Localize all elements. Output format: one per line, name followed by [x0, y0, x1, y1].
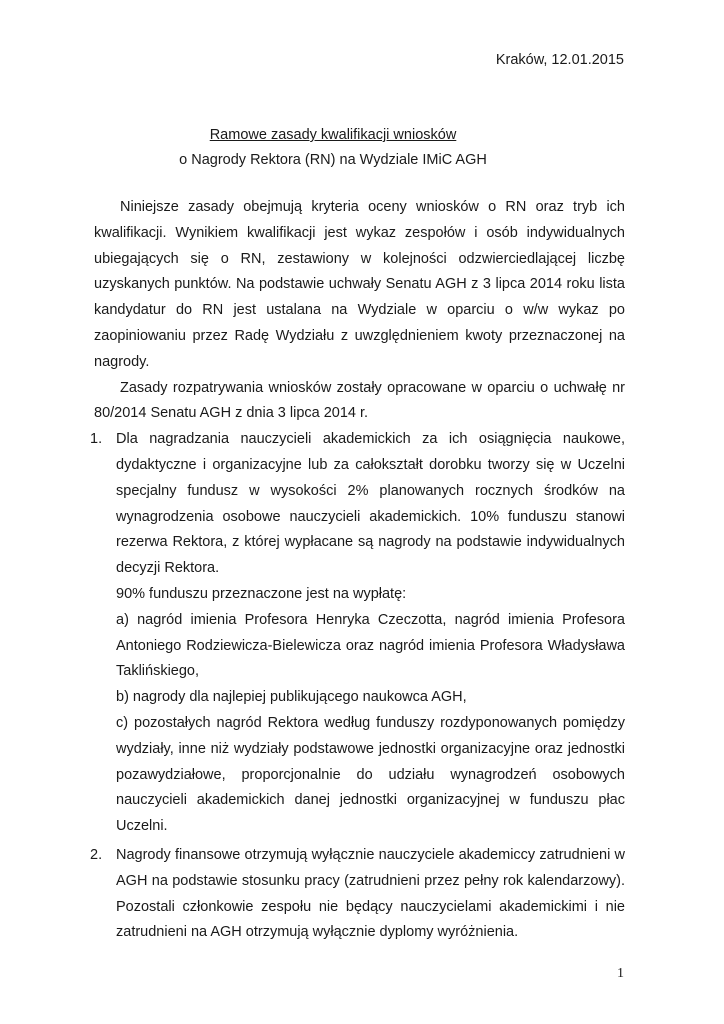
list-sub-item-b: b) nagrody dla najlepiej publikującego naukowca AGH, [116, 689, 467, 706]
list-sub-item-a: a) nagród imienia Profesora Henryka Czeczotta, nagród imienia Profesora Antoniego Rodziewicza-Bielewicza oraz nagród imienia Profesora Władysława Taklińskiego, [116, 611, 625, 680]
list-item-number: 1. [90, 431, 103, 448]
document-body [90, 195, 625, 946]
page-number: 1 [617, 966, 624, 981]
document-title: Ramowe zasady kwalifikacji wniosków [209, 127, 457, 143]
list-item-content [116, 427, 625, 840]
list-item-text: Dla nagradzania nauczycieli akademickich za ich osiągnięcia naukowe, dydaktyczne i organizacyjne lub za całokształt dorobku tworzy się w Uczelni specjalny fundusz w wysokości 2% planowanych rocznych środków na wynagrodzenia osobowe nauczycieli akademickich. 10% funduszu stanowi rezerwa Rektora, z której wypłacane są nagrody na podstawie indywidualnych decyzji Rektora. [116, 431, 625, 577]
basis-paragraph: Zasady rozpatrywania wniosków zostały opracowane w oparciu o uchwałę nr 80/2014 Senatu AGH z dnia 3 lipca 2014 r. [94, 379, 625, 422]
list-item [90, 427, 625, 840]
document-subtitle: o Nagrody Rektora (RN) na Wydziale IMiC AGH [179, 152, 487, 168]
list-item [90, 843, 625, 946]
intro-paragraph: Niniejsze zasady obejmują kryteria oceny wniosków o RN oraz tryb ich kwalifikacji. Wynikiem kwalifikacji jest wykaz zespołów i osób indywidualnych ubiegających się o RN, zestawiony w kolejności odzwierciedlającej liczbę uzyskanych punktów. Na podstawie uchwały Senatu AGH z 3 lipca 2014 roku lista kandydatur do RN jest ustalana na Wydziale w oparciu o w/w wykaz po zaopiniowaniu przez Radę Wydziału z uwzględnieniem kwoty przeznaczonej na nagrody. [94, 199, 625, 370]
document-date: Kraków, 12.01.2015 [495, 52, 624, 68]
list-item-number: 2. [90, 846, 103, 863]
list-item-text: Nagrody finansowe otrzymują wyłącznie nauczyciele akademiccy zatrudnieni w AGH na podstawie stosunku pracy (zatrudnieni przez pełny rok kalendarzowy). Pozostali członkowie zespołu nie będący nauczycielami akademickimi i nie zatrudnieni na AGH otrzymują wyłącznie dyplomy wyróżnienia. [116, 846, 625, 941]
list-item-content [116, 843, 625, 946]
list-sub-item-c: c) pozostałych nagród Rektora według funduszy rozdyponowanych pomiędzy wydziały, inne niż wydziały podstawowe jednostki organizacyjne oraz jednostki pozawydziałowe, proporcjonalnie do udziału wynagrodzeń osobowych nauczycieli akademickich danej jednostki organizacyjnej w funduszu płac Uczelni. [116, 714, 625, 835]
list-sub-intro: 90% funduszu przeznaczone jest na wypłatę: [116, 585, 407, 602]
